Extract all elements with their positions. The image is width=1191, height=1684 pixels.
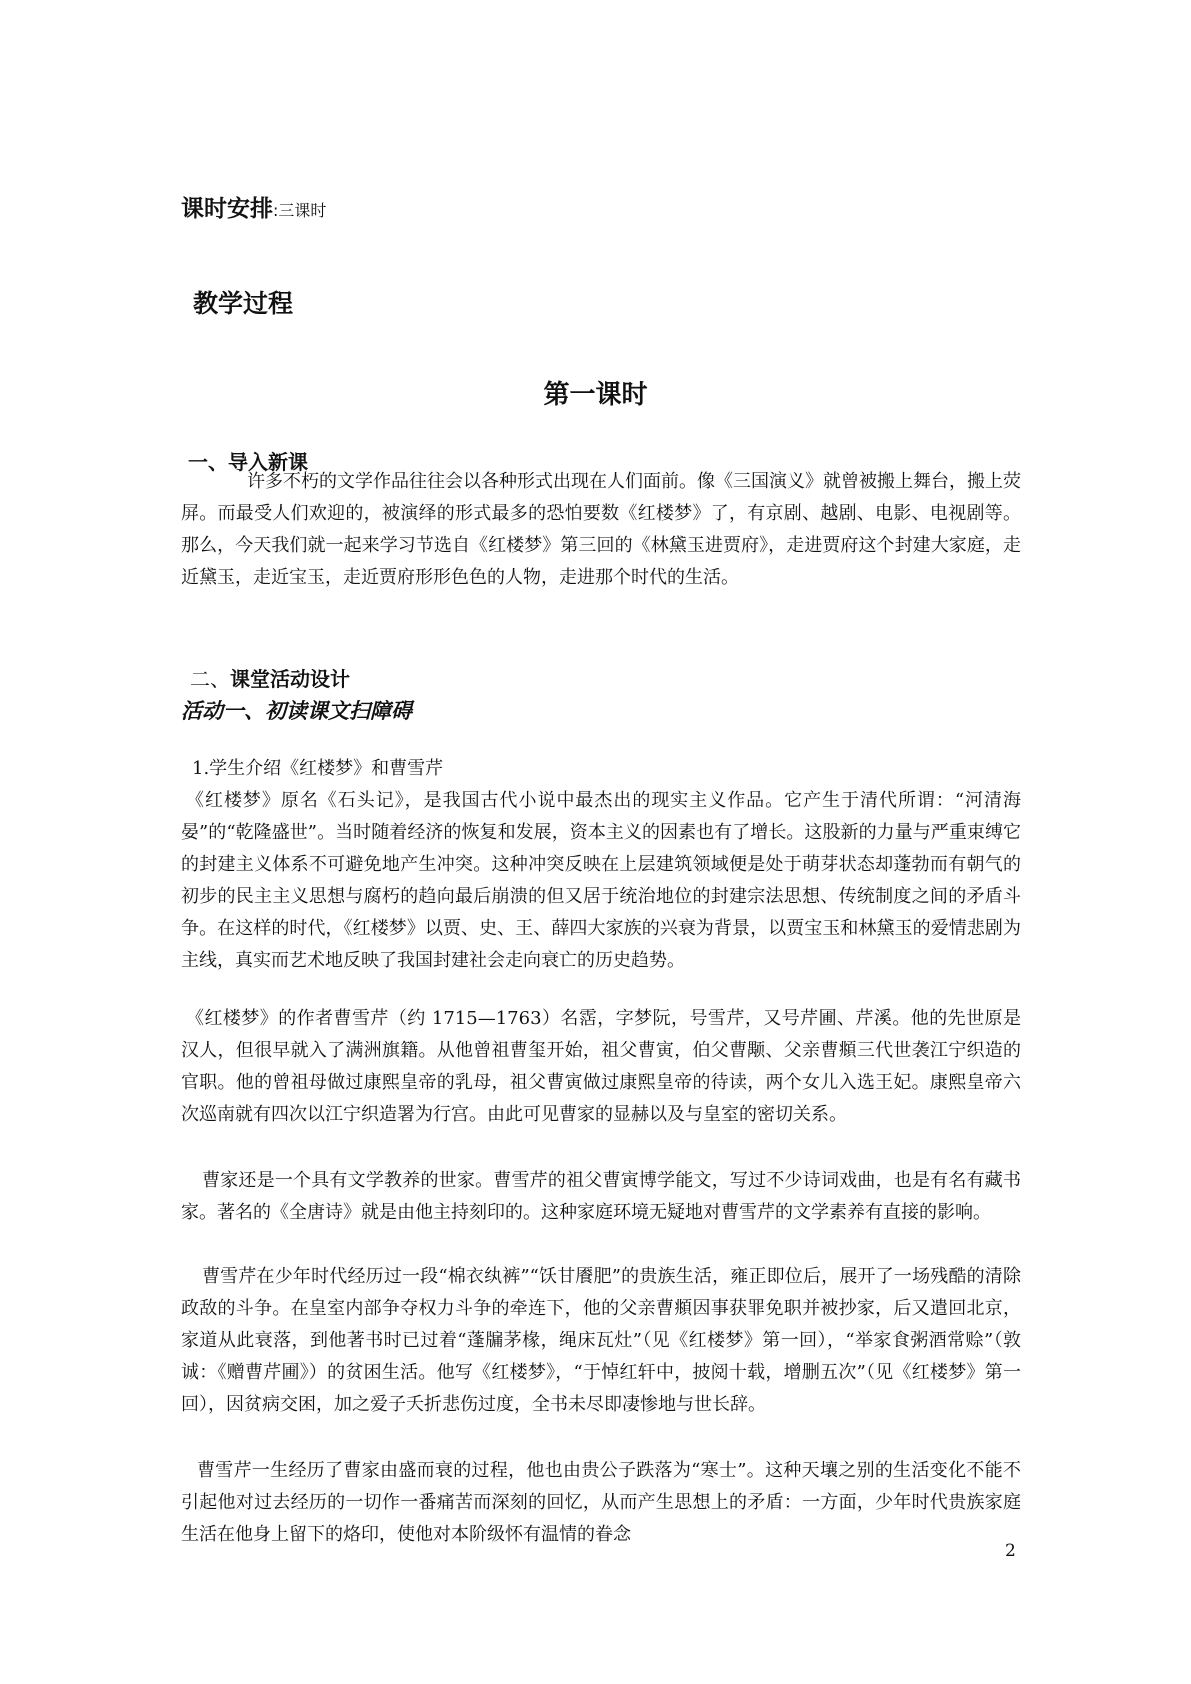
teaching-process-title: 教学过程 bbox=[193, 289, 294, 318]
section-heading-text: 课堂活动设计 bbox=[230, 667, 350, 691]
body-paragraph: 曹雪芹在少年时代经历过一段“棉衣纨裤”“饫甘餍肥”的贵族生活，雍正即位后，展开了一场残酷的清除政敌的斗争。在皇室内部争夺权力斗争的牵连下，他的父亲曹頫因事获罪免职并被抄家，后又遣回北京，家道从此衰落，到他著书时已过着“蓬牖茅椽，绳床瓦灶”（见《红楼梦》第一回），“举家食粥酒常赊”（敦诚：《赠曹芹圃》）的贫困生活。他写《红楼梦》，“于悼红轩中，披阅十载，增删五次”（见《红楼梦》第一回），因贫病交困，加之爱子夭折悲伤过度，全书未尽即凄惨地与世长辞。 bbox=[181, 1266, 1021, 1415]
activity-heading: 活动一、初读课文扫障碍 bbox=[181, 699, 412, 723]
section-number: 二、 bbox=[190, 667, 230, 691]
body-paragraph: 《红楼梦》的作者曹雪芹（约 1715—1763）名霑，字梦阮，号雪芹，又号芹圃、芹溪。他的先世原是汉人，但很早就入了满洲旗籍。从他曾祖曹玺开始，祖父曹寅，伯父曹颙、父亲曹頫三代世袭江宁织造的官职。他的曾祖母做过康熙皇帝的乳母，祖父曹寅做过康熙皇帝的待读，两个女儿入选王妃。康熙皇帝六次巡南就有四次以江宁织造署为行宫。由此可见曹家的显赫以及与皇室的密切关系。 bbox=[181, 1008, 1021, 1125]
intro-paragraph: 许多不朽的文学作品往往会以各种形式出现在人们面前。像《三国演义》就曾被搬上舞台，搬上荧屏。而最受人们欢迎的，被演绎的形式最多的恐怕要数《红楼梦》了，有京剧、越剧、电影、电视剧等。那么，今天我们就一起来学习节选自《红楼梦》第三回的《林黛玉进贾府》，走进贾府这个封建大家庭，走近黛玉，走近宝玉，走近贾府形形色色的人物，走进那个时代的生活。 bbox=[181, 471, 1021, 588]
body-paragraph: 曹家还是一个具有文学教养的世家。曹雪芹的祖父曹寅博学能文，写过不少诗词戏曲，也是有名有藏书家。著名的《全唐诗》就是由他主持刻印的。这种家庭环境无疑地对曹雪芹的文学素养有直接的影响。 bbox=[181, 1170, 1021, 1223]
page-number: 2 bbox=[1005, 1541, 1016, 1561]
body-paragraph: 《红楼梦》原名《石头记》，是我国古代小说中最杰出的现实主义作品。它产生于清代所谓：“河清海晏”的“乾隆盛世”。当时随着经济的恢复和发展，资本主义的因素也有了增长。这股新的力量与严重束缚它的封建主义体系不可避免地产生冲突。这种冲突反映在上层建筑领域便是处于萌芽状态却蓬勃而有朝气的初步的民主主义思想与腐朽的趋向最后崩溃的但又居于统治地位的封建宗法思想、传统制度之间的矛盾斗争。在这样的时代，《红楼梦》以贾、史、王、薛四大家族的兴衰为背景，以贾宝玉和林黛玉的爱情悲剧为主线，真实而艺术地反映了我国封建社会走向衰亡的历史趋势。 bbox=[181, 790, 1021, 971]
body-paragraph: 曹雪芹一生经历了曹家由盛而衰的过程，他也由贵公子跌落为“寒士”。这种天壤之别的生活变化不能不引起他对过去经历的一切作一番痛苦而深刻的回忆，从而产生思想上的矛盾：一方面，少年时代贵族家庭生活在他身上留下的烙印，使他对本阶级怀有温情的眷念 bbox=[181, 1460, 1021, 1545]
lesson-title: 第一课时 bbox=[543, 380, 648, 410]
section-heading-activities bbox=[190, 663, 350, 692]
section-heading-intro: 一、导入新课 bbox=[188, 450, 308, 474]
class-schedule-label: 课时安排 bbox=[181, 196, 273, 222]
class-schedule-value: 三课时 bbox=[278, 201, 327, 220]
class-schedule-colon: : bbox=[273, 201, 279, 220]
class-schedule-line bbox=[181, 190, 326, 223]
list-item-heading: 1.学生介绍《红楼梦》和曹雪芹 bbox=[192, 758, 444, 779]
